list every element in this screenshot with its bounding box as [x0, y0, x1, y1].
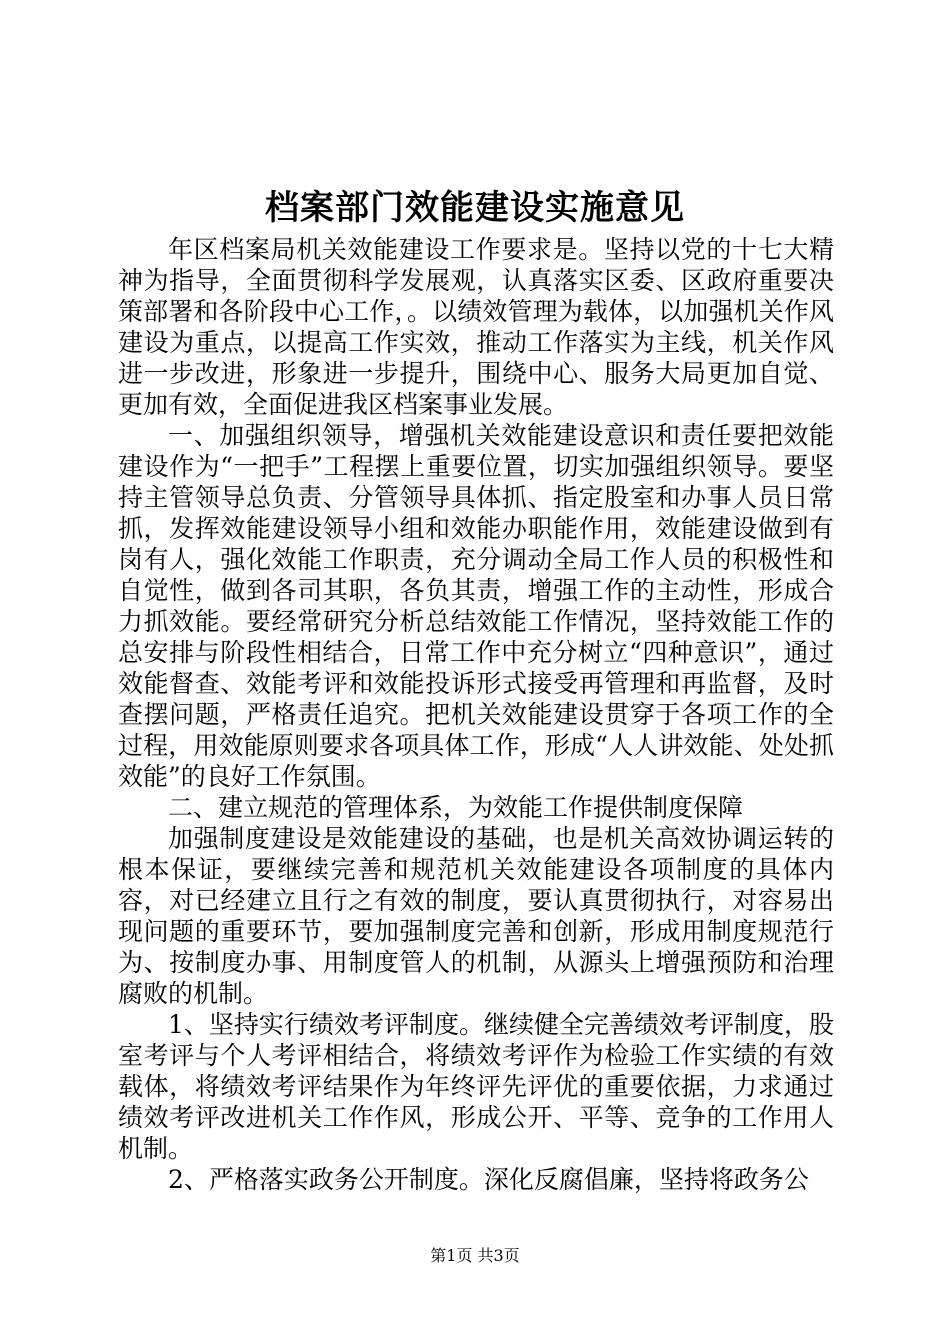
- document-title: 档案部门效能建设实施意见: [265, 188, 685, 228]
- paragraph-section-2: 加强制度建设是效能建设的基础，也是机关高效协调运转的根本保证，要继续完善和规范机关效能建设各项制度的具体内容，对已经建立且行之有效的制度，要认真贯彻执行，对容易出现问题的重要环节，要加强制度完善和创新，形成用制度规范行为、按制度办事、用制度管人的机制，从源头上增强预防和治理腐败的机制。: [118, 824, 834, 1008]
- section-heading-2: 二、建立规范的管理体系，为效能工作提供制度保障: [168, 793, 744, 822]
- document-body: [118, 234, 834, 1195]
- page-footer: 第1页 共3页: [430, 1246, 520, 1265]
- paragraph-section-1: 一、加强组织领导，增强机关效能建设意识和责任要把效能建设作为“一把手”工程摆上重要位置，切实加强组织领导。要坚持主管领导总负责、分管领导具体抓、指定股室和办事人员日常抓，发挥效能建设领导小组和效能办职能作用，效能建设做到有岗有人，强化效能工作职责，充分调动全局工作人员的积极性和自觉性，做到各司其职，各负其责，增强工作的主动性，形成合力抓效能。要经常研究分析总结效能工作情况，坚持效能工作的总安排与阶段性相结合，日常工作中充分树立“四种意识”，通过效能督查、效能考评和效能投诉形式接受再管理和再监督，及时查摆问题，严格责任追究。把机关效能建设贯穿于各项工作的全过程，用效能原则要求各项具体工作，形成“人人讲效能、处处抓效能”的良好工作氛围。: [118, 421, 834, 791]
- paragraph-intro: 年区档案局机关效能建设工作要求是。坚持以党的十七大精神为指导，全面贯彻科学发展观，认真落实区委、区政府重要决策部署和各阶段中心工作，。以绩效管理为载体，以加强机关作风建设为重点，以提高工作实效，推动工作落实为主线，机关作风进一步改进，形象进一步提升，围绕中心、服务大局更加自觉、更加有效，全面促进我区档案事业发展。: [118, 235, 834, 419]
- paragraph-item-1: 1、坚持实行绩效考评制度。继续健全完善绩效考评制度，股室考评与个人考评相结合，将绩效考评作为检验工作实绩的有效载体，将绩效考评结果作为年终评先评优的重要依据，力求通过绩效考评改进机关工作作风，形成公开、平等、竞争的工作用人机制。: [118, 1010, 834, 1163]
- paragraph-item-2: 2、严格落实政务公开制度。深化反腐倡廉，坚持将政务公: [168, 1165, 809, 1194]
